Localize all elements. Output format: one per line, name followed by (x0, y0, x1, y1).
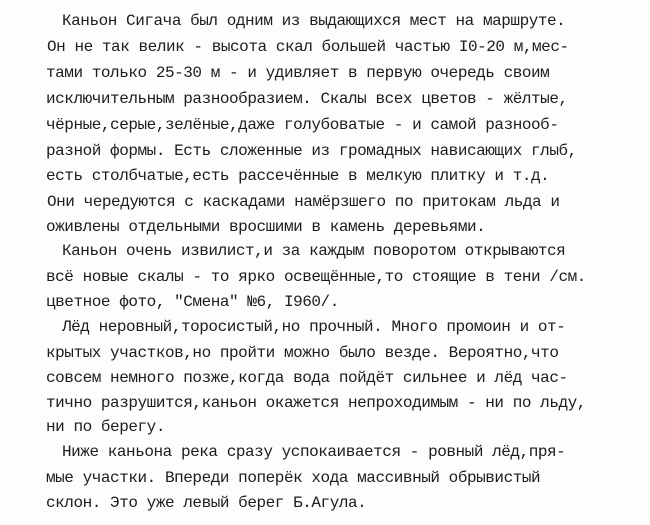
text-line: Каньон Сигача был одним из выдающихся мест на маршруте. (62, 12, 566, 30)
text-line: цветное фото, "Смена" №6, I960/. (46, 293, 339, 311)
text-line: исключительным разнообразием. Скалы всех цветов - жёлтые, (46, 90, 568, 108)
text-line: крытых участков,но пройти можно было везде. Вероятно,что (46, 344, 559, 362)
text-line: Ниже каньона река сразу успокаивается - ровный лёд,пря- (62, 443, 566, 461)
text-line: всё новые скалы - то ярко освещённые,то стоящие в тени /см. (46, 268, 586, 286)
text-line: Каньон очень извилист,и за каждым поворотом открываются (62, 242, 566, 260)
text-line: чёрные,серые,зелёные,даже голубоватые - и самой разнооб- (46, 116, 559, 134)
text-line: оживлены отдельными вросшими в камень деревьями. (46, 218, 486, 236)
text-line: Лёд неровный,торосистый,но прочный. Много промоин и от- (62, 318, 566, 336)
text-line: есть столбчатые,есть рассечённые в мелкую плитку и т.д. (46, 167, 550, 185)
text-line: ни по берегу. (46, 418, 165, 436)
text-line: мые участки. Впереди поперёк хода массивный обрывистый (46, 469, 541, 487)
text-line: тично разрушится,каньон окажется непроходимым - ни по льду, (46, 394, 586, 412)
text-line: Он не так велик - высота скал большей частью I0-20 м,мес- (47, 38, 569, 56)
text-line: склон. Это уже левый берег Б.Агула. (46, 494, 367, 512)
text-line: Они чередуются с каскадами намёрзшего по притокам льда и (47, 193, 560, 211)
text-line: тами только 25-30 м - и удивляет в первую очередь своим (46, 64, 550, 82)
text-line: разной формы. Есть сложенные из громадных нависающих глыб, (46, 142, 577, 160)
text-line: совсем немного позже,когда вода пойдёт сильнее и лёд час- (46, 369, 568, 387)
